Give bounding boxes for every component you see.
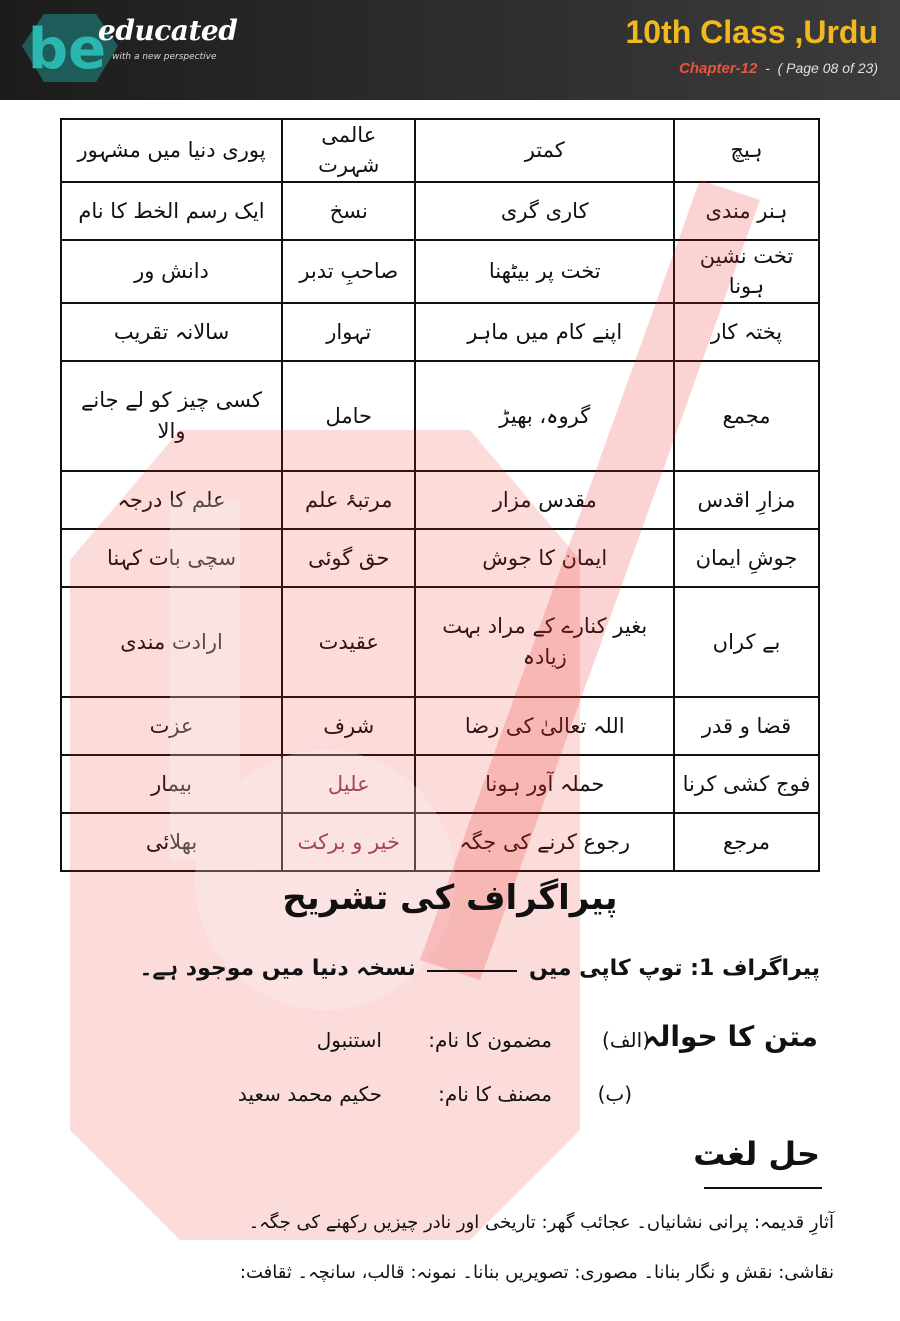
table-row — [61, 182, 819, 240]
paragraph-end: نسخہ دنیا میں موجود ہے۔ — [139, 956, 416, 981]
table-cell: ہیچ — [674, 119, 819, 182]
table-cell: مقدس مزار — [415, 471, 674, 529]
section-heading: پیراگراف کی تشریح — [282, 878, 618, 918]
table-cell: ہنر مندی — [674, 182, 819, 240]
paragraph-line — [139, 956, 820, 981]
ref-a-label: مضمون کا نام: — [428, 1028, 552, 1052]
table-cell: بھلائی — [61, 813, 282, 871]
glossary-heading: حل لغت — [693, 1135, 820, 1173]
table-row — [61, 240, 819, 303]
table-cell: بے کراں — [674, 587, 819, 697]
glossary-line-1: آثارِ قدیمہ: پرانی نشانیاں۔ عجائب گھر: تاریخی اور نادر چیزیں رکھنے کی جگہ۔ — [248, 1212, 834, 1233]
table-cell: ارادت مندی — [61, 587, 282, 697]
table-cell: تخت پر بیٹھنا — [415, 240, 674, 303]
ref-b-label: مصنف کا نام: — [438, 1082, 552, 1106]
page-info: ( Page 08 of 23) — [777, 60, 878, 76]
table-row — [61, 529, 819, 587]
table-cell: سالانہ تقریب — [61, 303, 282, 361]
table-cell: علیل — [282, 755, 415, 813]
table-row — [61, 119, 819, 182]
glossary-line-2: نقاشی: نقش و نگار بنانا۔ مصوری: تصویریں بنانا۔ نمونہ: قالب، سانچہ۔ ثقافت: — [239, 1262, 834, 1283]
table-cell: فوج کشی کرنا — [674, 755, 819, 813]
reference-heading: متن کا حوالہ — [643, 1020, 818, 1053]
table-cell: اللہ تعالیٰ کی رضا — [415, 697, 674, 755]
chapter-separator: - — [765, 60, 770, 76]
table-cell: عقیدت — [282, 587, 415, 697]
paragraph-label: پیراگراف 1: — [690, 956, 820, 981]
table-cell: عزت — [61, 697, 282, 755]
table-cell: اپنے کام میں ماہر — [415, 303, 674, 361]
table-cell: گروہ، بھیڑ — [415, 361, 674, 471]
ref-b-marker: (ب) — [597, 1082, 632, 1106]
table-cell: نسخ — [282, 182, 415, 240]
table-cell: ایک رسم الخط کا نام — [61, 182, 282, 240]
table-cell: مرتبۂ علم — [282, 471, 415, 529]
table-row — [61, 361, 819, 471]
table-row — [61, 587, 819, 697]
table-row — [61, 755, 819, 813]
table-cell: صاحبِ تدبر — [282, 240, 415, 303]
table-cell: شرف — [282, 697, 415, 755]
table-cell: بغیر کنارے کے مراد بہت زیادہ — [415, 587, 674, 697]
table-cell: سچی بات کہنا — [61, 529, 282, 587]
vocabulary-table — [60, 118, 820, 872]
table-cell: کمتر — [415, 119, 674, 182]
table-cell: قضا و قدر — [674, 697, 819, 755]
table-cell: پوری دنیا میں مشہور — [61, 119, 282, 182]
table-cell: حق گوئی — [282, 529, 415, 587]
ref-a-value: استنبول — [316, 1028, 382, 1052]
page-header — [0, 0, 900, 100]
table-cell: جوشِ ایمان — [674, 529, 819, 587]
ref-a-marker: (الف) — [602, 1028, 650, 1052]
table-cell: علم کا درجہ — [61, 471, 282, 529]
table-row — [61, 471, 819, 529]
table-cell: کاری گری — [415, 182, 674, 240]
chapter-label: Chapter-12 — [679, 60, 758, 77]
table-row — [61, 813, 819, 871]
table-cell: رجوع کرنے کی جگہ — [415, 813, 674, 871]
table-cell: مزارِ اقدس — [674, 471, 819, 529]
table-row — [61, 303, 819, 361]
table-cell: بیمار — [61, 755, 282, 813]
table-cell: حملہ آور ہونا — [415, 755, 674, 813]
paragraph-start: توپ کاپی میں — [529, 956, 683, 981]
logo-tagline: with a new perspective — [112, 52, 217, 62]
table-row — [61, 697, 819, 755]
table-cell: کسی چیز کو لے جانے والا — [61, 361, 282, 471]
ref-b-value: حکیم محمد سعید — [237, 1082, 382, 1106]
table-cell: ایمان کا جوش — [415, 529, 674, 587]
table-cell: مجمع — [674, 361, 819, 471]
table-cell: دانش ور — [61, 240, 282, 303]
table-cell: پختہ کار — [674, 303, 819, 361]
logo-letters: be — [28, 17, 107, 82]
table-cell: تخت نشین ہونا — [674, 240, 819, 303]
table-cell: حامل — [282, 361, 415, 471]
table-cell: خیر و برکت — [282, 813, 415, 871]
table-cell: عالمی شہرت — [282, 119, 415, 182]
glossary-underline — [704, 1187, 822, 1189]
chapter-line — [679, 60, 878, 77]
paragraph-blank — [427, 966, 517, 972]
table-cell: مرجع — [674, 813, 819, 871]
class-title: 10th Class ,Urdu — [625, 14, 878, 50]
table-cell: تہوار — [282, 303, 415, 361]
logo-wordmark: educated — [98, 14, 238, 47]
